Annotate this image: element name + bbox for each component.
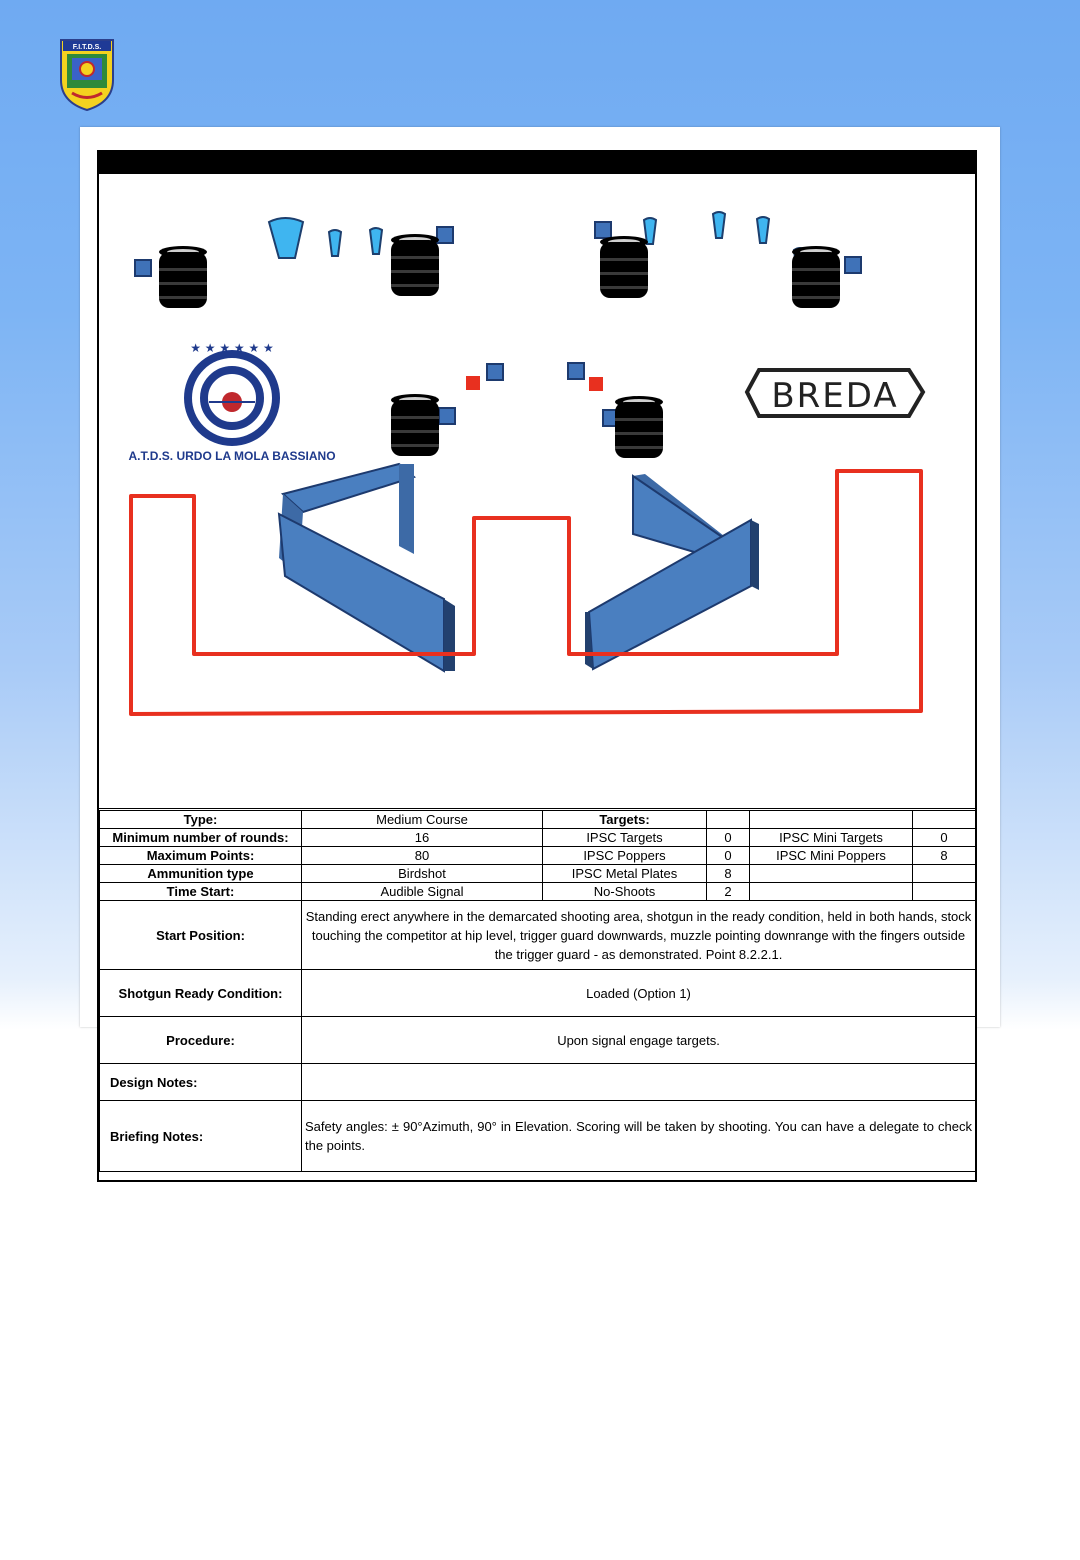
mini-target-count: 0 bbox=[913, 829, 976, 847]
row-ammo bbox=[100, 865, 976, 883]
mini-popper-6 bbox=[757, 217, 769, 243]
metal-plate-1 bbox=[135, 260, 151, 276]
mini-target-name: IPSC Mini Poppers bbox=[750, 847, 913, 865]
metal-plate-6 bbox=[568, 363, 584, 379]
row-briefing-notes bbox=[100, 1101, 976, 1172]
row-start-position bbox=[100, 901, 976, 970]
stage-title-bar bbox=[99, 152, 975, 174]
metal-plate-2 bbox=[437, 227, 453, 243]
start-position-value: Standing erect anywhere in the demarcated shooting area, shotgun in the ready condition, held in both hands, stock touching the competitor at hip level, trigger guard downwards, muzzle pointing downrange with the fingers outside the trigger guard - as demonstrated. Point 8.2.2.1. bbox=[302, 901, 976, 970]
metal-plate-7 bbox=[439, 408, 455, 424]
procedure-label: Procedure: bbox=[100, 1017, 302, 1064]
start-position-label: Start Position: bbox=[100, 901, 302, 970]
metal-plate-5 bbox=[487, 364, 503, 380]
no-shoot-1 bbox=[466, 376, 480, 390]
mini-popper-5 bbox=[713, 212, 725, 238]
briefing-notes-label: Briefing Notes: bbox=[100, 1101, 302, 1172]
barrel-4 bbox=[792, 246, 840, 308]
ammo-label: Ammunition type bbox=[100, 865, 302, 883]
min-rounds-value: 16 bbox=[302, 829, 543, 847]
time-start-value: Audible Signal bbox=[302, 883, 543, 901]
row-max-points bbox=[100, 847, 976, 865]
shooting-area-fault-line bbox=[131, 471, 921, 714]
design-notes-label: Design Notes: bbox=[100, 1064, 302, 1101]
target-count: 8 bbox=[707, 865, 750, 883]
no-shoot-2 bbox=[589, 377, 603, 391]
popper-large bbox=[269, 218, 303, 258]
targets-header: Targets: bbox=[543, 810, 707, 829]
stage-diagram bbox=[99, 174, 975, 806]
procedure-value: Upon signal engage targets. bbox=[302, 1017, 976, 1064]
max-points-value: 80 bbox=[302, 847, 543, 865]
target-name: IPSC Targets bbox=[543, 829, 707, 847]
type-label: Type: bbox=[100, 810, 302, 829]
metal-plate-4 bbox=[845, 257, 861, 273]
mini-popper-2 bbox=[370, 228, 382, 254]
briefing-notes-value: Safety angles: ± 90°Azimuth, 90° in Elevation. Scoring will be taken by shooting. You can have a delegate to check the points. bbox=[302, 1101, 976, 1172]
stage-info-table bbox=[99, 808, 975, 1172]
barrel-5 bbox=[391, 394, 439, 456]
design-notes-value bbox=[302, 1064, 976, 1101]
fitds-logo-text: F.I.T.D.S. bbox=[72, 44, 102, 51]
target-count: 2 bbox=[707, 883, 750, 901]
target-name: IPSC Poppers bbox=[543, 847, 707, 865]
stage-sheet bbox=[97, 150, 977, 1182]
barrel-6 bbox=[615, 396, 663, 458]
wall-right bbox=[585, 474, 759, 669]
mini-popper-1 bbox=[329, 230, 341, 256]
breda-logo-text: BREDA bbox=[771, 376, 899, 416]
ready-condition-value: Loaded (Option 1) bbox=[302, 970, 976, 1017]
target-name: No-Shoots bbox=[543, 883, 707, 901]
fitds-shield-logo bbox=[58, 38, 116, 112]
svg-text:★ ★ ★ ★ ★ ★: ★ ★ ★ ★ ★ ★ bbox=[190, 341, 274, 355]
metal-plate-3 bbox=[595, 222, 611, 238]
type-value: Medium Course bbox=[302, 810, 543, 829]
max-points-label: Maximum Points: bbox=[100, 847, 302, 865]
target-count: 0 bbox=[707, 847, 750, 865]
target-name: IPSC Metal Plates bbox=[543, 865, 707, 883]
min-rounds-label: Minimum number of rounds: bbox=[100, 829, 302, 847]
wall-left bbox=[279, 464, 455, 671]
time-start-label: Time Start: bbox=[100, 883, 302, 901]
barrel-2 bbox=[391, 234, 439, 296]
breda-logo bbox=[747, 370, 923, 416]
barrel-3 bbox=[600, 236, 648, 298]
target-count: 0 bbox=[707, 829, 750, 847]
row-type bbox=[100, 810, 976, 829]
row-procedure bbox=[100, 1017, 976, 1064]
club-logo bbox=[128, 340, 335, 480]
row-ready-condition bbox=[100, 970, 976, 1017]
mini-target-count: 8 bbox=[913, 847, 976, 865]
barrel-1 bbox=[159, 246, 207, 308]
ammo-value: Birdshot bbox=[302, 865, 543, 883]
row-design-notes bbox=[100, 1064, 976, 1101]
ready-condition-label: Shotgun Ready Condition: bbox=[100, 970, 302, 1017]
mini-target-name: IPSC Mini Targets bbox=[750, 829, 913, 847]
club-logo-text: A.T.D.S. URDO LA MOLA BASSIANO bbox=[128, 449, 336, 463]
row-time-start bbox=[100, 883, 976, 901]
row-min-rounds bbox=[100, 829, 976, 847]
